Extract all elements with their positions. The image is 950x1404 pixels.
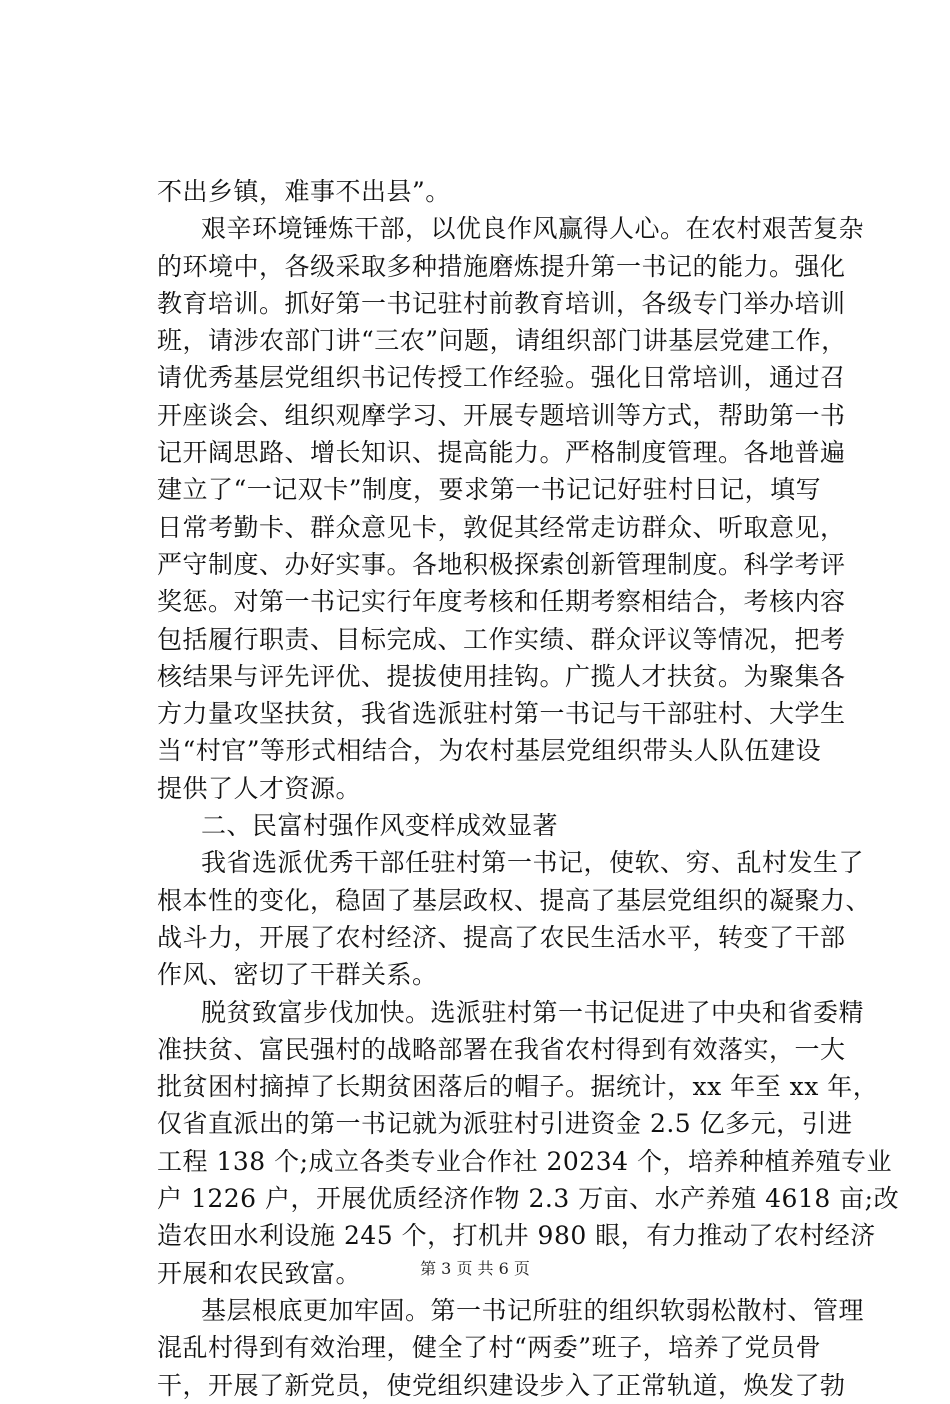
paragraph-start-line: 脱贫致富步伐加快。选派驻村第一书记促进了中央和省委精	[201, 997, 865, 1027]
text-line: 户 1226 户，开展优质经济作物 2.3 万亩、水产养殖 4618 亩;改	[157, 1184, 900, 1214]
text-line: 造农田水利设施 245 个，打机井 980 眼，有力推动了农村经济	[157, 1221, 876, 1251]
paragraph-start-line: 艰辛环境锤炼干部，以优良作风赢得人心。在农村艰苦复杂	[201, 214, 865, 244]
text-line: 提供了人才资源。	[157, 773, 362, 803]
text-line: 战斗力，开展了农村经济、提高了农民生活水平，转变了干部	[157, 922, 846, 952]
text-line: 不出乡镇，难事不出县”。	[157, 177, 451, 206]
text-line: 干，开展了新党员，使党组织建设步入了正常轨道，焕发了勃	[157, 1370, 846, 1400]
text-line: 建立了“一记双卡”制度，要求第一书记记好驻村日记，填写	[157, 475, 822, 505]
text-line: 严守制度、办好实事。各地积极探索创新管理制度。科学考评	[157, 549, 846, 579]
text-line: 的环境中，各级采取多种措施磨炼提升第一书记的能力。强化	[157, 251, 846, 281]
text-line: 教育培训。抓好第一书记驻村前教育培训，各级专门举办培训	[157, 288, 846, 318]
text-line: 记开阔思路、增长知识、提高能力。严格制度管理。各地普遍	[157, 438, 846, 468]
text-line: 仅省直派出的第一书记就为派驻村引进资金 2.5 亿多元，引进	[157, 1109, 853, 1139]
text-line: 开展和农民致富。	[157, 1258, 362, 1288]
text-line: 方力量攻坚扶贫，我省选派驻村第一书记与干部驻村、大学生	[157, 699, 846, 729]
text-line: 工程 138 个;成立各类专业合作社 20234 个，培养种植养殖专业	[157, 1146, 892, 1176]
text-line: 请优秀基层党组织书记传授工作经验。强化日常培训，通过召	[157, 363, 846, 393]
text-line: 混乱村得到有效治理，健全了村“两委”班子，培养了党员骨	[157, 1333, 822, 1363]
text-line: 准扶贫、富民强村的战略部署在我省农村得到有效落实，一大	[157, 1034, 846, 1064]
paragraph-start-line: 我省选派优秀干部任驻村第一书记，使软、穷、乱村发生了	[201, 848, 865, 878]
text-line: 根本性的变化，稳固了基层政权、提高了基层党组织的凝聚力、	[157, 885, 872, 915]
text-line: 班，请涉农部门讲“三农”问题，请组织部门讲基层党建工作，	[157, 326, 847, 356]
page-footer: 第 3 页 共 6 页	[420, 1259, 530, 1278]
section-heading: 二、民富村强作风变样成效显著	[201, 811, 559, 841]
text-line: 作风、密切了干群关系。	[157, 960, 438, 990]
text-line: 日常考勤卡、群众意见卡，敦促其经常走访群众、听取意见，	[157, 512, 846, 542]
text-line: 奖惩。对第一书记实行年度考核和任期考察相结合，考核内容	[157, 587, 846, 617]
body-text	[157, 173, 900, 1404]
text-line: 当“村官”等形式相结合，为农村基层党组织带头人队伍建设	[157, 736, 822, 766]
paragraph-start-line: 基层根底更加牢固。第一书记所驻的组织软弱松散村、管理	[201, 1295, 865, 1325]
text-line: 包括履行职责、目标完成、工作实绩、群众评议等情况，把考	[157, 624, 846, 654]
text-line: 核结果与评先评优、提拔使用挂钩。广揽人才扶贫。为聚集各	[157, 661, 846, 691]
text-line: 开座谈会、组织观摩学习、开展专题培训等方式，帮助第一书	[157, 400, 846, 430]
text-line: 批贫困村摘掉了长期贫困落后的帽子。据统计，xx 年至 xx 年，	[157, 1072, 879, 1102]
